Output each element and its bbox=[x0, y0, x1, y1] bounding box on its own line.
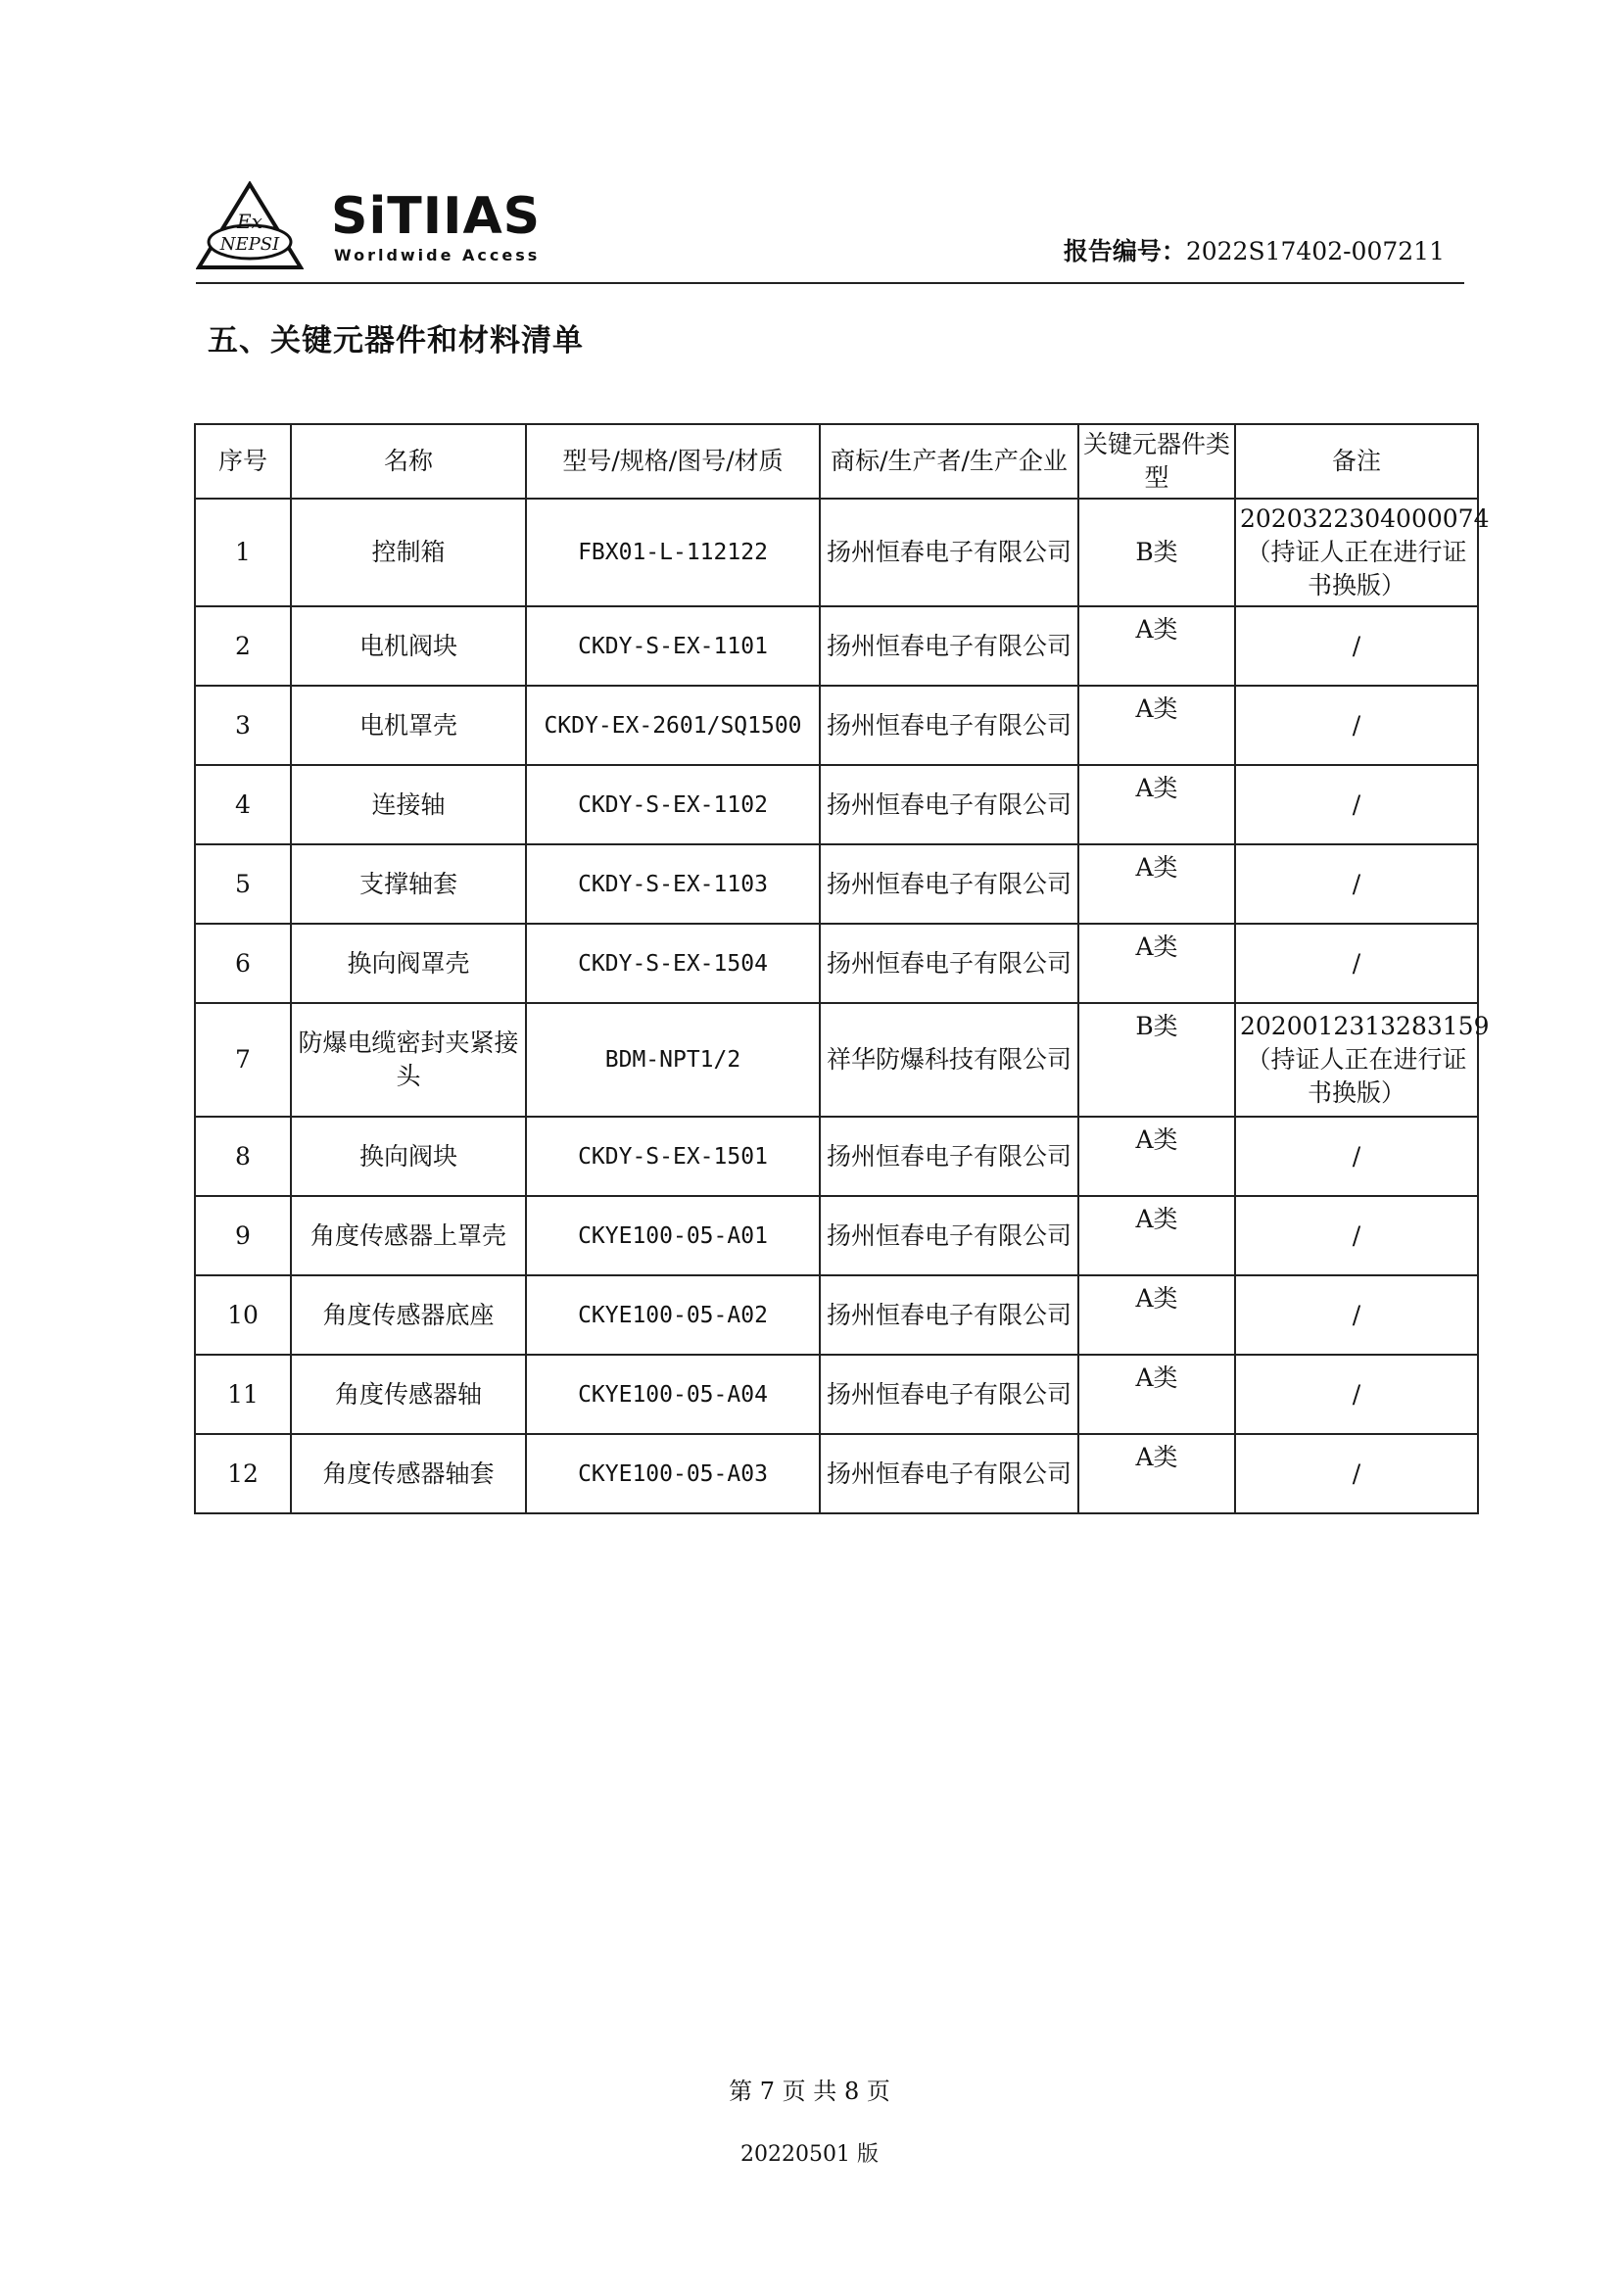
col-header-no: 序号 bbox=[195, 424, 291, 499]
cell-model: CKDY-S-EX-1501 bbox=[526, 1117, 820, 1196]
cell-name: 换向阀罩壳 bbox=[291, 924, 526, 1003]
cell-name: 控制箱 bbox=[291, 499, 526, 606]
cell-note: / bbox=[1235, 844, 1478, 924]
table-row bbox=[195, 924, 1478, 1003]
cell-no: 7 bbox=[195, 1003, 291, 1117]
cell-no: 2 bbox=[195, 606, 291, 686]
logo-wordmark: SiTIIAS bbox=[331, 187, 542, 246]
nepsi-triangle-icon bbox=[196, 181, 304, 271]
cell-no: 6 bbox=[195, 924, 291, 1003]
cell-model: FBX01-L-112122 bbox=[526, 499, 820, 606]
cell-note: / bbox=[1235, 1117, 1478, 1196]
cell-no: 8 bbox=[195, 1117, 291, 1196]
table-row bbox=[195, 499, 1478, 606]
cell-name: 角度传感器上罩壳 bbox=[291, 1196, 526, 1275]
logo-mark-top: Ex bbox=[237, 210, 262, 233]
cell-model: CKDY-S-EX-1504 bbox=[526, 924, 820, 1003]
page-number: 第 7 页 共 8 页 bbox=[729, 2078, 890, 2105]
cell-no: 12 bbox=[195, 1434, 291, 1513]
cell-type: A类 bbox=[1078, 1117, 1235, 1196]
table-header-row bbox=[195, 424, 1478, 499]
cell-type: A类 bbox=[1078, 924, 1235, 1003]
cell-model: CKDY-EX-2601/SQ1500 bbox=[526, 686, 820, 765]
version-label: 20220501 版 bbox=[740, 2142, 879, 2167]
cell-model: CKYE100-05-A02 bbox=[526, 1275, 820, 1355]
cell-maker: 祥华防爆科技有限公司 bbox=[820, 1003, 1078, 1117]
cell-note: / bbox=[1235, 606, 1478, 686]
cell-type: B类 bbox=[1078, 499, 1235, 606]
cell-no: 3 bbox=[195, 686, 291, 765]
col-header-maker: 商标/生产者/生产企业 bbox=[820, 424, 1078, 499]
cell-maker: 扬州恒春电子有限公司 bbox=[820, 606, 1078, 686]
cell-name: 角度传感器底座 bbox=[291, 1275, 526, 1355]
cell-model: CKDY-S-EX-1101 bbox=[526, 606, 820, 686]
table-row bbox=[195, 686, 1478, 765]
logo-tagline: Worldwide Access bbox=[334, 246, 541, 264]
cell-note: / bbox=[1235, 924, 1478, 1003]
cell-model: BDM-NPT1/2 bbox=[526, 1003, 820, 1117]
cell-maker: 扬州恒春电子有限公司 bbox=[820, 844, 1078, 924]
col-header-model: 型号/规格/图号/材质 bbox=[526, 424, 820, 499]
cell-note: / bbox=[1235, 765, 1478, 844]
table-row bbox=[195, 606, 1478, 686]
cell-maker: 扬州恒春电子有限公司 bbox=[820, 924, 1078, 1003]
section-title: 五、关键元器件和材料清单 bbox=[208, 323, 584, 359]
cell-type: A类 bbox=[1078, 606, 1235, 686]
cell-maker: 扬州恒春电子有限公司 bbox=[820, 1117, 1078, 1196]
cell-no: 9 bbox=[195, 1196, 291, 1275]
table-row bbox=[195, 1275, 1478, 1355]
cell-maker: 扬州恒春电子有限公司 bbox=[820, 499, 1078, 606]
cell-type: A类 bbox=[1078, 765, 1235, 844]
table-row bbox=[195, 765, 1478, 844]
cell-name: 连接轴 bbox=[291, 765, 526, 844]
table-row bbox=[195, 1196, 1478, 1275]
cell-name: 电机罩壳 bbox=[291, 686, 526, 765]
cell-type: B类 bbox=[1078, 1003, 1235, 1117]
cell-maker: 扬州恒春电子有限公司 bbox=[820, 1434, 1078, 1513]
report-number bbox=[1064, 232, 1445, 267]
cell-no: 5 bbox=[195, 844, 291, 924]
cell-no: 4 bbox=[195, 765, 291, 844]
cell-model: CKDY-S-EX-1102 bbox=[526, 765, 820, 844]
logo-mark-bottom: NEPSI bbox=[219, 234, 280, 255]
header-divider bbox=[196, 282, 1464, 284]
cell-note: / bbox=[1235, 1355, 1478, 1434]
cell-note: / bbox=[1235, 1275, 1478, 1355]
cell-maker: 扬州恒春电子有限公司 bbox=[820, 765, 1078, 844]
cell-model: CKDY-S-EX-1103 bbox=[526, 844, 820, 924]
cell-no: 11 bbox=[195, 1355, 291, 1434]
cell-maker: 扬州恒春电子有限公司 bbox=[820, 1196, 1078, 1275]
table-row bbox=[195, 844, 1478, 924]
table-row bbox=[195, 1434, 1478, 1513]
parts-table bbox=[194, 423, 1490, 1514]
cell-note: / bbox=[1235, 1434, 1478, 1513]
cell-model: CKYE100-05-A04 bbox=[526, 1355, 820, 1434]
cell-type: A类 bbox=[1078, 1196, 1235, 1275]
cell-name: 角度传感器轴 bbox=[291, 1355, 526, 1434]
col-header-note: 备注 bbox=[1235, 424, 1478, 499]
cell-maker: 扬州恒春电子有限公司 bbox=[820, 1355, 1078, 1434]
cell-type: A类 bbox=[1078, 1355, 1235, 1434]
cell-name: 支撑轴套 bbox=[291, 844, 526, 924]
cell-name: 防爆电缆密封夹紧接头 bbox=[291, 1003, 526, 1117]
cell-note: / bbox=[1235, 1196, 1478, 1275]
cell-type: A类 bbox=[1078, 844, 1235, 924]
table-row bbox=[195, 1117, 1478, 1196]
cell-model: CKYE100-05-A03 bbox=[526, 1434, 820, 1513]
cell-type: A类 bbox=[1078, 686, 1235, 765]
cell-model: CKYE100-05-A01 bbox=[526, 1196, 820, 1275]
col-header-name: 名称 bbox=[291, 424, 526, 499]
cell-note: / bbox=[1235, 686, 1478, 765]
logo bbox=[196, 181, 607, 269]
cell-note: 2020012313283159（持证人正在进行证书换版） bbox=[1235, 1003, 1478, 1117]
cell-name: 换向阀块 bbox=[291, 1117, 526, 1196]
page-header bbox=[196, 181, 1464, 279]
cell-name: 角度传感器轴套 bbox=[291, 1434, 526, 1513]
cell-note: 2020322304000074（持证人正在进行证书换版） bbox=[1235, 499, 1478, 606]
table-row bbox=[195, 1355, 1478, 1434]
col-header-type: 关键元器件类型 bbox=[1078, 424, 1235, 499]
report-number-label: 报告编号： bbox=[1063, 237, 1186, 265]
cell-maker: 扬州恒春电子有限公司 bbox=[820, 686, 1078, 765]
cell-no: 1 bbox=[195, 499, 291, 606]
cell-no: 10 bbox=[195, 1275, 291, 1355]
cell-name: 电机阀块 bbox=[291, 606, 526, 686]
cell-type: A类 bbox=[1078, 1434, 1235, 1513]
table-row bbox=[195, 1003, 1478, 1117]
report-number-value: 2022S17402-007211 bbox=[1185, 237, 1445, 265]
cell-maker: 扬州恒春电子有限公司 bbox=[820, 1275, 1078, 1355]
cell-type: A类 bbox=[1078, 1275, 1235, 1355]
